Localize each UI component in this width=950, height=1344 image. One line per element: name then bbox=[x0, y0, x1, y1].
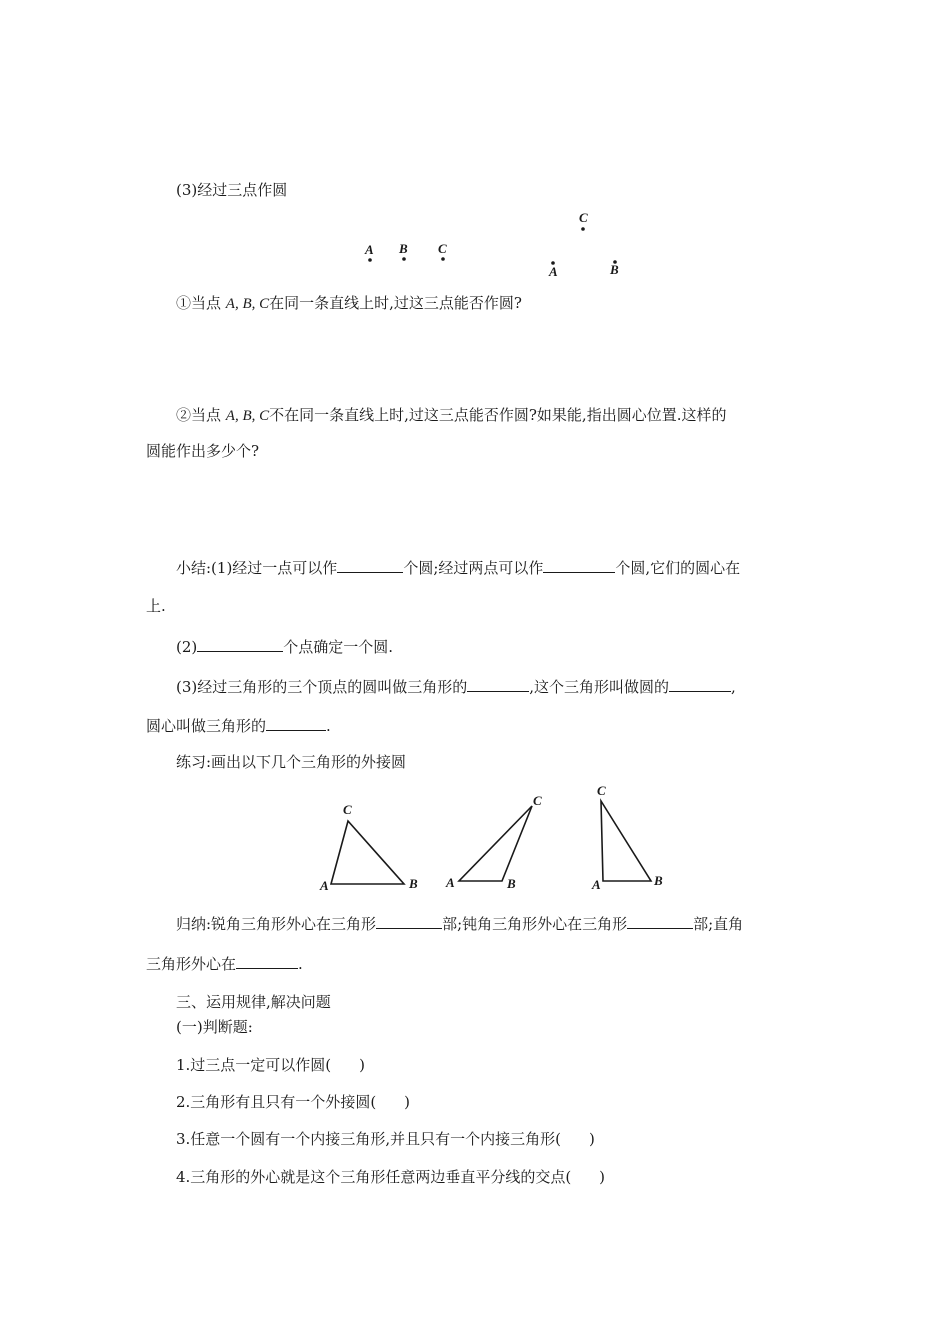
judgement-text: 3.任意一个圆有一个内接三角形,并且只有一个内接三角形( bbox=[176, 1130, 561, 1148]
point-dot bbox=[402, 257, 406, 261]
point-dot bbox=[368, 258, 372, 262]
right-triangle-figure bbox=[591, 783, 663, 892]
vertex-label: A bbox=[320, 878, 329, 893]
collinear-points-figure bbox=[364, 241, 447, 262]
point-label: C bbox=[438, 241, 447, 256]
part3-title: 三、运用规律,解决问题 bbox=[176, 993, 331, 1011]
judgement-text: 1.过三点一定可以作圆( bbox=[176, 1056, 332, 1074]
triangle-shape bbox=[459, 806, 532, 881]
judgement-text: 4.三角形的外心就是这个三角形任意两边垂直平分线的交点( bbox=[176, 1168, 572, 1186]
question-1-suffix: 在同一条直线上时,过这三点能否作圆? bbox=[269, 294, 522, 312]
vertex-label: C bbox=[533, 793, 542, 808]
vertex-label: A bbox=[592, 877, 601, 892]
question-2-suffix: 不在同一条直线上时,过这三点能否作圆?如果能,指出圆心位置.这样的 bbox=[269, 406, 727, 424]
summary-line-1-cont: 上. bbox=[146, 597, 166, 615]
summary-text: 个圆;经过两点可以作 bbox=[403, 559, 544, 577]
point-label: B bbox=[399, 241, 408, 256]
summary-text: 个圆,它们的圆心在 bbox=[615, 559, 741, 577]
triangle-shape bbox=[601, 801, 651, 881]
summary-text: 个点确定一个圆. bbox=[283, 638, 394, 656]
vertex-label: A bbox=[446, 875, 455, 890]
triangle-shape bbox=[331, 821, 404, 884]
question-2-points: A, B, C bbox=[225, 408, 270, 424]
acute-triangle-figure bbox=[319, 802, 418, 893]
induction-text: 部;直角 bbox=[693, 915, 744, 933]
vertex-label: B bbox=[409, 876, 418, 891]
induction-text: 归纳:锐角三角形外心在三角形 bbox=[176, 915, 377, 933]
summary-text: . bbox=[326, 717, 331, 735]
paren-close: ) bbox=[588, 1130, 595, 1148]
point-dot bbox=[581, 227, 585, 231]
point-label: A bbox=[365, 242, 374, 257]
vertex-label: C bbox=[343, 802, 352, 817]
paren-close: ) bbox=[599, 1168, 606, 1186]
summary-text: (2) bbox=[176, 638, 198, 656]
induction-text: 部;钝角三角形外心在三角形 bbox=[442, 915, 628, 933]
vertex-label: B bbox=[507, 876, 516, 891]
point-label: C bbox=[579, 210, 588, 225]
question-1-prefix: ①当点 bbox=[176, 294, 226, 312]
induction-text: . bbox=[298, 955, 303, 973]
summary-text: , bbox=[731, 678, 736, 696]
point-dot bbox=[441, 257, 445, 261]
point-label: B bbox=[610, 262, 619, 277]
summary-text: 圆心叫做三角形的 bbox=[146, 717, 267, 735]
section-title: (3)经过三点作圆 bbox=[176, 181, 288, 199]
vertex-label: C bbox=[597, 783, 606, 798]
noncollinear-points-figure bbox=[548, 210, 619, 279]
summary-text: (3)经过三角形的三个顶点的圆叫做三角形的 bbox=[176, 678, 468, 696]
part3-subtitle: (一)判断题: bbox=[176, 1018, 253, 1036]
summary-text: ,这个三角形叫做圆的 bbox=[529, 678, 670, 696]
question-2-prefix: ②当点 bbox=[176, 406, 226, 424]
question-2-line2: 圆能作出多少个? bbox=[146, 442, 260, 460]
practice-title: 练习:画出以下几个三角形的外接圆 bbox=[176, 753, 407, 771]
vertex-label: B bbox=[654, 873, 663, 888]
judgement-text: 2.三角形有且只有一个外接圆( bbox=[176, 1093, 377, 1111]
point-label: A bbox=[549, 264, 558, 279]
induction-text: 三角形外心在 bbox=[146, 955, 237, 973]
paren-close: ) bbox=[404, 1093, 411, 1111]
paren-close: ) bbox=[359, 1056, 366, 1074]
question-1-points: A, B, C bbox=[225, 296, 270, 312]
obtuse-triangle-figure bbox=[445, 793, 542, 891]
summary-text: 小结:(1)经过一点可以作 bbox=[176, 559, 338, 577]
